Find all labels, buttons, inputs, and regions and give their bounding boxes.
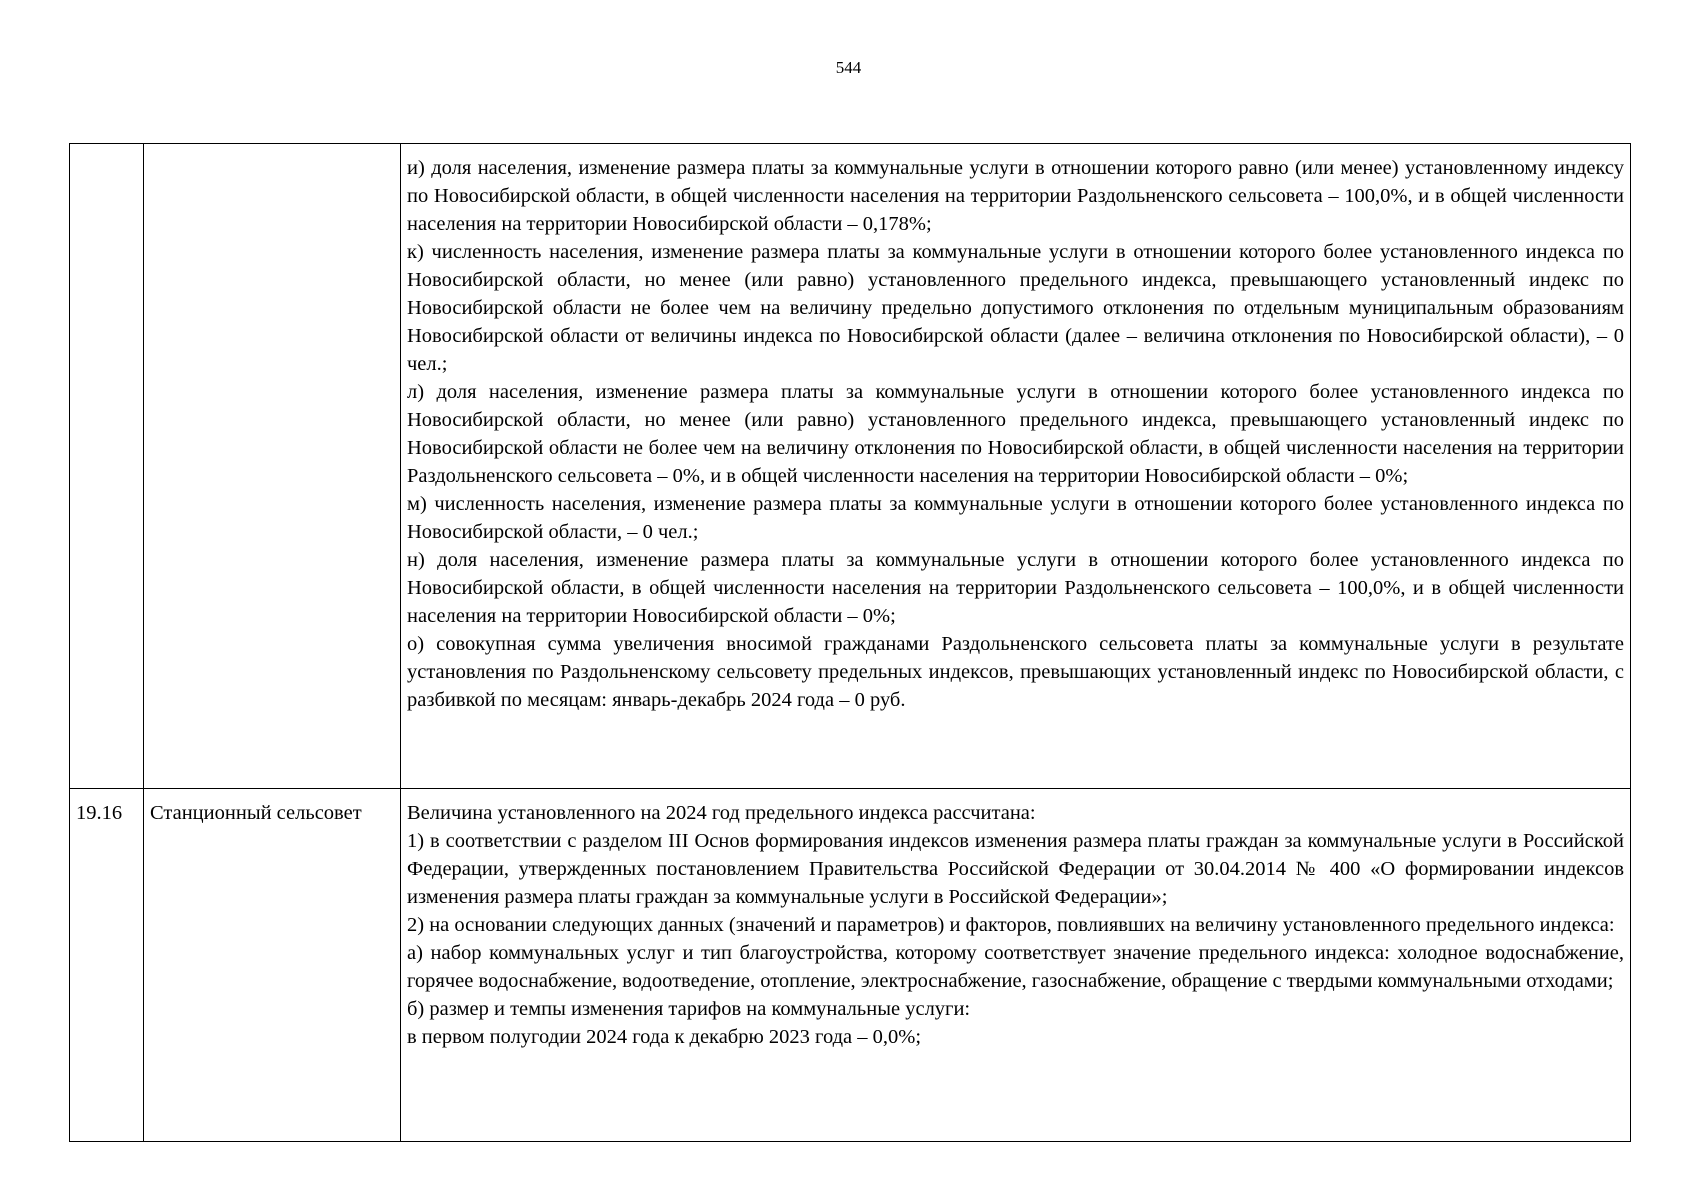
paragraph: н) доля населения, изменение размера платы за коммунальные услуги в отношении которого более установленного индекса по Новосибирской области, в общей численности населения на территории Раздольненского сельсовета – 100,0%, и в общей численности населения на территории Новосибирской области – 0%;	[407, 549, 1624, 627]
paragraph: в первом полугодии 2024 года к декабрю 2023 года – 0,0%;	[407, 1026, 922, 1048]
document-table	[69, 143, 1631, 1142]
row-text-cell	[401, 144, 1631, 789]
paragraph: б) размер и темпы изменения тарифов на коммунальные услуги:	[407, 998, 971, 1020]
paragraph: Величина установленного на 2024 год предельного индекса рассчитана:	[407, 802, 1036, 824]
row-number-cell	[70, 144, 144, 789]
row-name-cell: Станционный сельсовет	[144, 789, 401, 1142]
paragraph: 1) в соответствии с разделом III Основ формирования индексов изменения размера платы граждан за коммунальные услуги в Российской Федерации, утвержденных постановлением Правительства Российской Федерации от 30.04.2014 № 400 «О формировании индексов изменения размера платы граждан за коммунальные услуги в Российской Федерации»;	[407, 830, 1624, 908]
paragraph: к) численность населения, изменение размера платы за коммунальные услуги в отношении которого более установленного индекса по Новосибирской области, но менее (или равно) установленного предельного индекса, превышающего установленный индекс по Новосибирской области не более чем на величину предельно допустимого отклонения по отдельным муниципальным образованиям Новосибирской области от величины индекса по Новосибирской области (далее – величина отклонения по Новосибирской области), – 0 чел.;	[407, 241, 1624, 375]
row-number-cell: 19.16	[70, 789, 144, 1142]
paragraph: м) численность населения, изменение размера платы за коммунальные услуги в отношении которого более установленного индекса по Новосибирской области, – 0 чел.;	[407, 493, 1624, 543]
table-row	[70, 789, 1631, 1142]
paragraph: и) доля населения, изменение размера платы за коммунальные услуги в отношении которого равно (или менее) установленному индексу по Новосибирской области, в общей численности населения на территории Раздольненского сельсовета – 100,0%, и в общей численности населения на территории Новосибирской области – 0,178%;	[407, 157, 1624, 235]
paragraph: а) набор коммунальных услуг и тип благоустройства, которому соответствует значение предельного индекса: холодное водоснабжение, горячее водоснабжение, водоотведение, отопление, электроснабжение, газоснабжение, обращение с твердыми коммунальными отходами;	[407, 942, 1624, 992]
row-text-cell	[401, 789, 1631, 1142]
paragraph: 2) на основании следующих данных (значений и параметров) и факторов, повлиявших на величину установленного предельного индекса:	[407, 914, 1615, 936]
paragraph: о) совокупная сумма увеличения вносимой гражданами Раздольненского сельсовета платы за коммунальные услуги в результате установления по Раздольненскому сельсовету предельных индексов, превышающих установленный индекс по Новосибирской области, с разбивкой по месяцам: январь-декабрь 2024 года – 0 руб.	[407, 633, 1624, 711]
page-number: 544	[835, 58, 862, 77]
row-name-cell	[144, 144, 401, 789]
table-row	[70, 144, 1631, 789]
paragraph: л) доля населения, изменение размера платы за коммунальные услуги в отношении которого более установленного индекса по Новосибирской области, но менее (или равно) установленного предельного индекса, превышающего установленный индекс по Новосибирской области не более чем на величину отклонения по Новосибирской области, в общей численности населения на территории Раздольненского сельсовета – 0%, и в общей численности населения на территории Новосибирской области – 0%;	[407, 381, 1624, 487]
